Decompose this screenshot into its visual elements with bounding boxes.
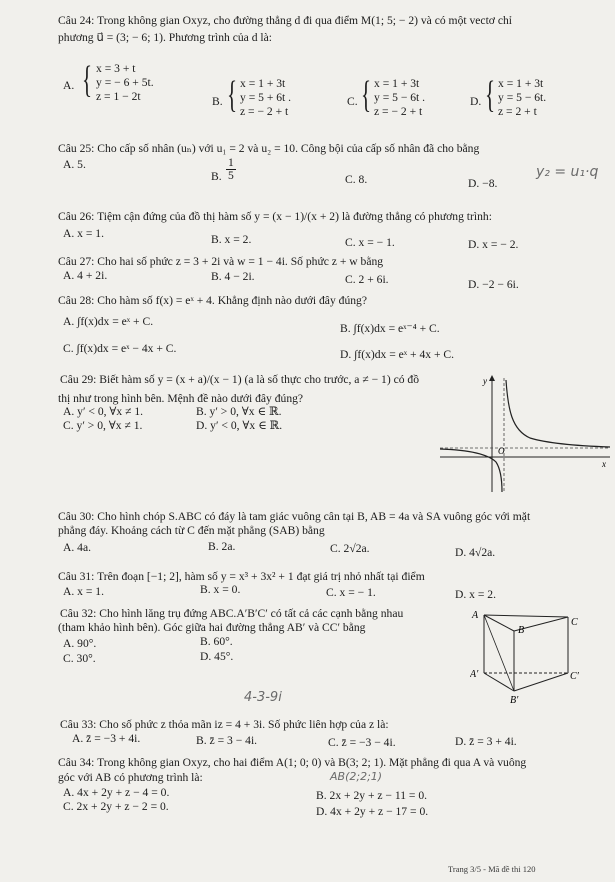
prism-edge-A2B2 xyxy=(484,673,514,691)
prism-edge-AC xyxy=(484,615,568,617)
q29-line2: thị như trong hình bên. Mệnh đề nào dưới đây đúng? xyxy=(58,392,304,405)
q31-answer-c: C. x = − 1. xyxy=(326,586,376,599)
q25-answer-b: B. xyxy=(211,170,222,183)
q33-answer-b: B. z̄ = 3 − 4i. xyxy=(196,734,258,747)
q24-b-system: x = 1 + 3t y = 5 + 6t . z = − 2 + t xyxy=(240,77,292,118)
q29-answer-b: B. y′ > 0, ∀x ∈ ℝ. xyxy=(196,405,282,418)
prism-diagonal-AB2 xyxy=(484,615,514,691)
handwriting-note-2: 4-3-9i xyxy=(244,690,282,705)
q34-answer-c: C. 2x + 2y + z − 2 = 0. xyxy=(63,800,169,813)
prism-label-B: B xyxy=(518,625,525,636)
q29-answer-c: C. y′ > 0, ∀x ≠ 1. xyxy=(63,419,143,432)
prism-label-C: C xyxy=(571,617,578,628)
q24-a-label: A. xyxy=(63,79,75,92)
q30-answer-c: C. 2√2a. xyxy=(330,542,370,555)
q32-line1: Câu 32: Cho hình lăng trụ đứng ABC.A′B′C′ có tất cả các cạnh bằng nhau xyxy=(60,607,404,620)
q29-answer-a: A. y′ < 0, ∀x ≠ 1. xyxy=(63,405,144,418)
q27-answer-b: B. 4 − 2i. xyxy=(211,270,255,283)
q30-answer-a: A. 4a. xyxy=(63,541,92,554)
graph-x-label: x xyxy=(602,459,606,469)
q31-answer-b: B. x = 0. xyxy=(200,583,241,596)
q32-answer-d: D. 45°. xyxy=(200,650,234,663)
graph-curve-left xyxy=(440,449,502,492)
q25-fraction: 1 5 xyxy=(228,156,234,182)
q25-answer-a: A. 5. xyxy=(63,158,86,171)
q32-line2: (tham khảo hình bên). Góc giữa hai đường thẳng AB′ và CC′ bằng xyxy=(58,621,366,634)
graph-curve-right xyxy=(506,380,610,447)
q26-answer-a: A. x = 1. xyxy=(63,227,104,240)
q29-line1: Câu 29: Biết hàm số y = (x + a)/(x − 1) (a là số thực cho trước, a ≠ − 1) có đồ xyxy=(60,373,420,386)
q33-answer-d: D. z̄ = 3 + 4i. xyxy=(455,735,517,748)
q24-c-brace: { xyxy=(361,74,372,116)
q25-answer-c: C. 8. xyxy=(345,173,368,186)
q24-c-system: x = 1 + 3t y = 5 − 6t . z = − 2 + t xyxy=(374,77,426,118)
q24-d-system: x = 1 + 3t y = 5 − 6t. z = 2 + t xyxy=(498,77,547,118)
q26-answer-b: B. x = 2. xyxy=(211,233,252,246)
q25-answer-d: D. −8. xyxy=(468,177,498,190)
page-footer: Trang 3/5 - Mã đề thi 120 xyxy=(448,864,536,874)
graph-origin-label: O xyxy=(498,446,505,456)
q27-answer-d: D. −2 − 6i. xyxy=(468,278,519,291)
q29-graph xyxy=(440,370,615,495)
q24-d-brace: { xyxy=(485,74,496,116)
q33-answer-c: C. z̄ = −3 − 4i. xyxy=(328,736,396,749)
q28-answer-b: B. ∫f(x)dx = eˣ⁻⁴ + C. xyxy=(340,322,440,335)
q32-prism-figure xyxy=(470,605,590,705)
q32-answer-c: C. 30°. xyxy=(63,652,96,665)
q25-text: Câu 25: Cho cấp số nhân (uₙ) với u₁ = 2 và u₂ = 10. Công bội của cấp số nhân đã cho bằng xyxy=(58,142,480,155)
q26-text: Câu 26: Tiệm cận đứng của đồ thị hàm số y = (x − 1)/(x + 2) là đường thẳng có phương trình: xyxy=(58,210,492,223)
handwriting-note-3: AB(2;2;1) xyxy=(330,770,383,783)
graph-y-arrow xyxy=(489,375,495,381)
q32-answer-a: A. 90°. xyxy=(63,637,97,650)
graph-y-label: y xyxy=(483,376,487,386)
q34-line1: Câu 34: Trong không gian Oxyz, cho hai điểm A(1; 0; 0) và B(3; 2; 1). Mặt phẳng đi qua A và vuông xyxy=(58,756,527,769)
q33-answer-a: A. z̄ = −3 + 4i. xyxy=(72,732,141,745)
q33-text: Câu 33: Cho số phức z thỏa mãn iz = 4 + 3i. Số phức liên hợp của z là: xyxy=(60,718,389,731)
q27-answer-c: C. 2 + 6i. xyxy=(345,273,389,286)
q30-line2: phẳng đáy. Khoảng cách từ C đến mặt phẳng (SAB) bằng xyxy=(58,524,325,537)
q24-a-system: x = 3 + t y = − 6 + 5t. z = 1 − 2t xyxy=(96,62,154,103)
q24-b-brace: { xyxy=(227,74,238,116)
q34-line2: góc với AB có phương trình là: xyxy=(58,771,203,784)
q28-answer-c: C. ∫f(x)dx = eˣ − 4x + C. xyxy=(63,342,177,355)
q24-line1: Câu 24: Trong không gian Oxyz, cho đường thẳng d đi qua điểm M(1; 5; − 2) và có một vectơ chỉ xyxy=(58,14,512,27)
q30-answer-b: B. 2a. xyxy=(208,540,236,553)
prism-label-A: A xyxy=(472,610,479,621)
q30-answer-d: D. 4√2a. xyxy=(455,546,496,559)
q30-line1: Câu 30: Cho hình chóp S.ABC có đáy là tam giác vuông cân tại B, AB = 4a và SA vuông góc với mặt xyxy=(58,510,531,523)
q31-answer-d: D. x = 2. xyxy=(455,588,496,601)
q28-answer-d: D. ∫f(x)dx = eˣ + 4x + C. xyxy=(340,348,455,361)
prism-edge-AB xyxy=(484,615,514,631)
q29-answer-d: D. y′ < 0, ∀x ∈ ℝ. xyxy=(196,419,283,432)
q27-text: Câu 27: Cho hai số phức z = 3 + 2i và w = 1 − 4i. Số phức z + w bằng xyxy=(58,255,384,268)
prism-label-A2: A′ xyxy=(470,669,479,680)
handwriting-note-1: y₂ = u₁·q xyxy=(536,164,599,180)
q28-text: Câu 28: Cho hàm số f(x) = eˣ + 4. Khẳng định nào dưới đây đúng? xyxy=(58,294,367,307)
q34-answer-d: D. 4x + 2y + z − 17 = 0. xyxy=(316,805,429,818)
q31-answer-a: A. x = 1. xyxy=(63,585,104,598)
prism-edge-B2C2 xyxy=(514,673,568,691)
q28-answer-a: A. ∫f(x)dx = eˣ + C. xyxy=(63,315,154,328)
prism-label-C2: C′ xyxy=(570,671,579,682)
q34-answer-a: A. 4x + 2y + z − 4 = 0. xyxy=(63,786,170,799)
q27-answer-a: A. 4 + 2i. xyxy=(63,269,108,282)
q31-text: Câu 31: Trên đoạn [−1; 2], hàm số y = x³ + 3x² + 1 đạt giá trị nhỏ nhất tại điểm xyxy=(58,570,425,583)
q34-answer-b: B. 2x + 2y + z − 11 = 0. xyxy=(316,789,428,802)
q26-answer-c: C. x = − 1. xyxy=(345,236,395,249)
q24-c-label: C. xyxy=(347,95,358,108)
q24-b-label: B. xyxy=(212,95,223,108)
q24-d-label: D. xyxy=(470,95,482,108)
q24-a-brace: { xyxy=(82,59,93,101)
q32-answer-b: B. 60°. xyxy=(200,635,233,648)
q26-answer-d: D. x = − 2. xyxy=(468,238,519,251)
prism-label-B2: B′ xyxy=(510,695,519,705)
q24-line2: phương u⃗ = (3; − 6; 1). Phương trình của d là: xyxy=(58,31,272,44)
